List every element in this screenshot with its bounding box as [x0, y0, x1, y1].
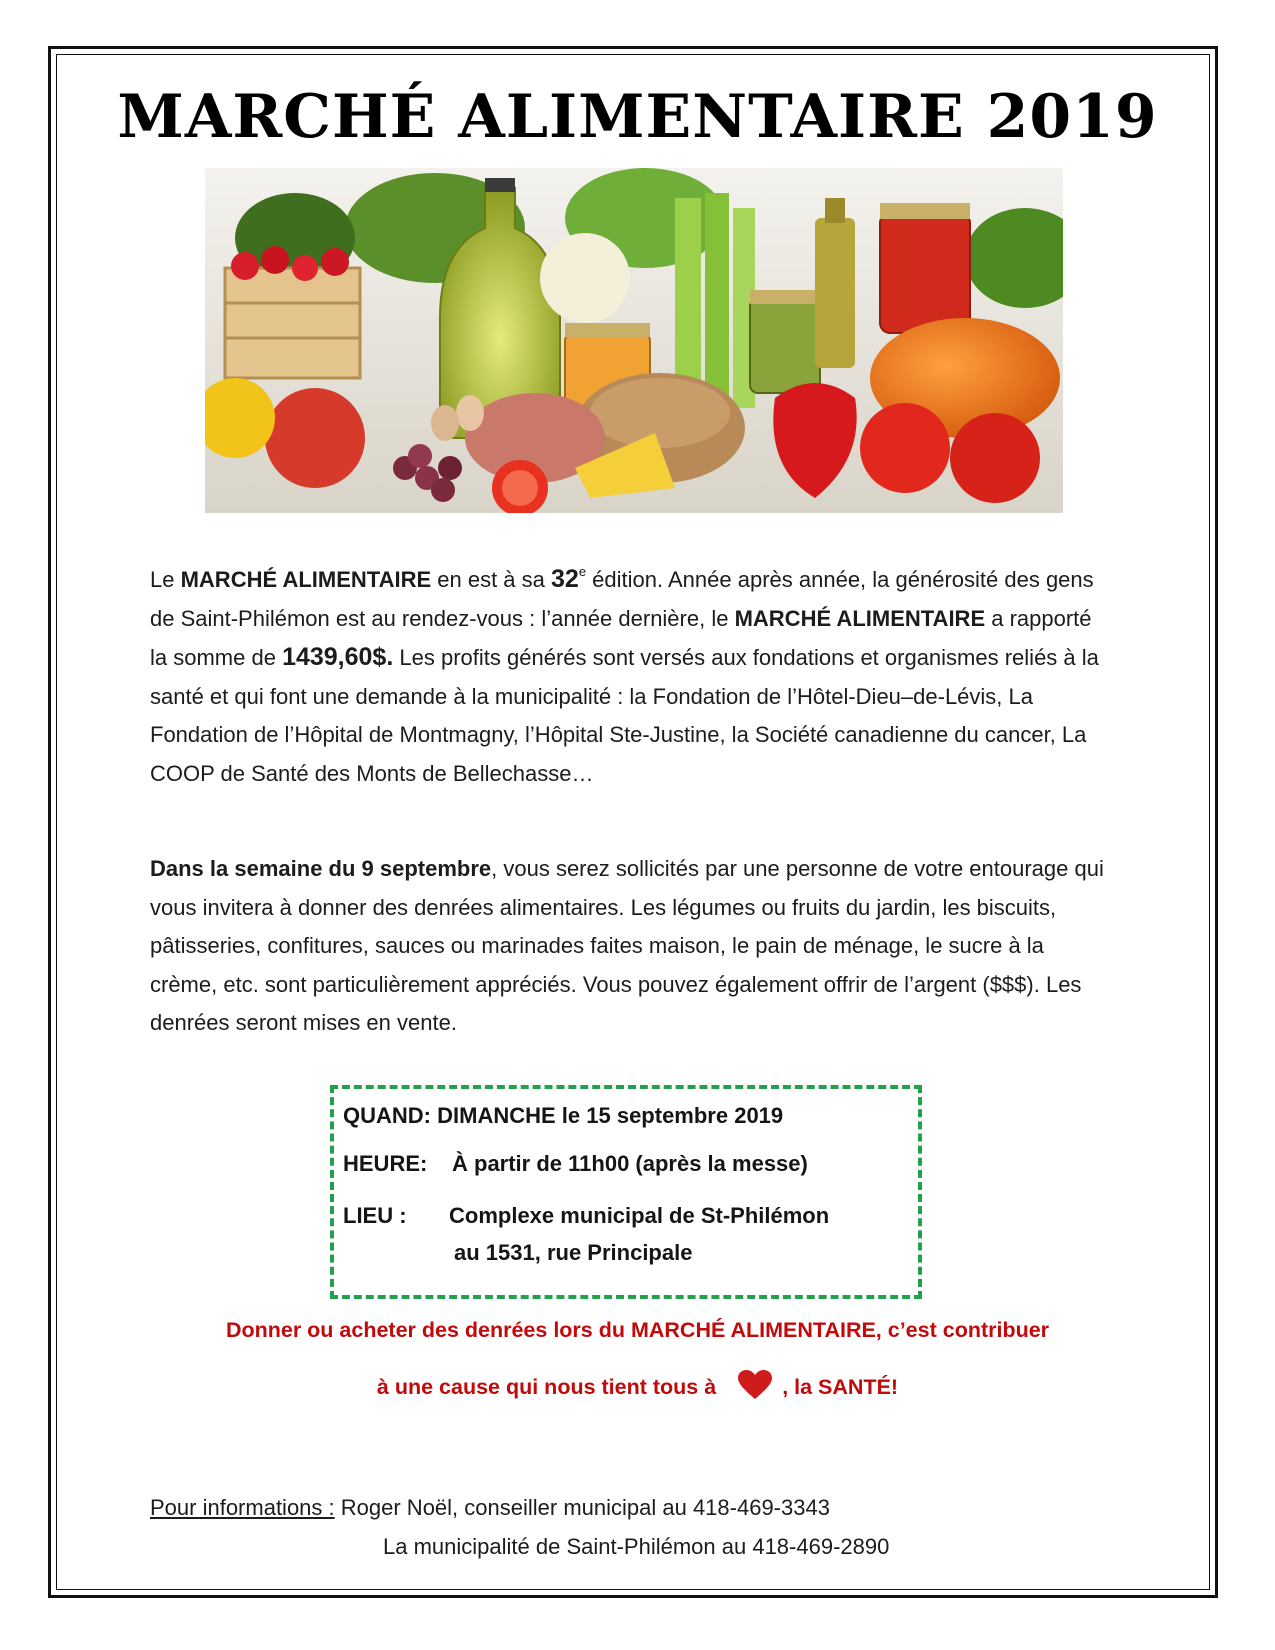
groceries-illustration	[205, 168, 1063, 513]
event-when	[343, 1103, 783, 1129]
intro-text-2: en est à sa	[431, 567, 551, 592]
cta-line2-start: à une cause qui nous tient tous à	[376, 1375, 717, 1399]
collection-date: Dans la semaine du 9 septembre	[150, 856, 492, 881]
event-time-value: À partir de 11h00 (après la messe)	[452, 1151, 808, 1176]
cta-line2-end: , la SANTÉ!	[782, 1375, 899, 1399]
intro-paragraph	[150, 560, 1110, 793]
groceries-photo	[205, 168, 1063, 513]
heart-icon	[738, 1370, 772, 1406]
cta-line2	[0, 1370, 1275, 1406]
edition-superscript: e	[578, 564, 587, 579]
when-value: DIMANCHE le 15 septembre 2019	[437, 1103, 784, 1128]
intro-text-4: a rapporté la somme de	[150, 605, 1092, 670]
collection-paragraph	[150, 850, 1110, 1043]
event-place-label: LIEU :	[343, 1203, 407, 1228]
poster-title: MARCHÉ ALIMENTAIRE 2019	[117, 82, 1158, 152]
collection-text: , vous serez sollicités par une personne de votre entourage qui vous invitera à donner des denrées alimentaires. Les légumes ou fruits du jardin, les biscuits, pâtisseries, confitures, sauces ou marinades faites maison, le pain de ménage, le sucre à la crème, etc. sont particulièrement appréciés. Vous pouvez également offrir de l’argent ($$$). Les denrées seront mises en vente.	[150, 856, 1104, 1035]
event-time-label: HEURE:	[343, 1151, 428, 1176]
amount-raised: 1439,60$.	[282, 643, 394, 671]
contact-label: Pour informations	[150, 1495, 329, 1520]
intro-bold-2: MARCHÉ ALIMENTAIRE	[734, 605, 986, 631]
when-label: QUAND	[343, 1103, 424, 1128]
intro-text-1: Le	[150, 567, 181, 592]
contact-roger: Roger Noël, conseiller municipal au 418-469-3343	[334, 1495, 830, 1520]
when-separator: :	[423, 1103, 438, 1128]
contact-colon: :	[328, 1495, 335, 1520]
edition-number: 32	[551, 565, 579, 593]
intro-bold-1: MARCHÉ ALIMENTAIRE	[180, 567, 432, 592]
contact-line2: La municipalité de Saint-Philémon au 418-469-2890	[383, 1534, 890, 1559]
cta-line1: Donner ou acheter des denrées lors du MARCHÉ ALIMENTAIRE, c’est contribuer	[225, 1318, 1050, 1342]
contact-line1	[150, 1495, 830, 1521]
event-place-line2: au 1531, rue Principale	[454, 1240, 693, 1265]
intro-text-5: Les profits générés sont versés aux fondations et organismes reliés à la santé et qui font une demande à la municipalité : la Fondation de l’Hôtel-Dieu–de-Lévis, La Fondation de l’Hôpital de Montmagny, l’Hôpital Ste-Justine, la Société canadienne du cancer, La COOP de Santé des Monts de Bellechasse…	[150, 645, 1099, 786]
event-place-line1: Complexe municipal de St-Philémon	[449, 1203, 830, 1228]
intro-text-3: édition. Année après année, la générosité des gens de Saint-Philémon est au rendez-vous : l’année dernière, le	[150, 567, 1094, 631]
